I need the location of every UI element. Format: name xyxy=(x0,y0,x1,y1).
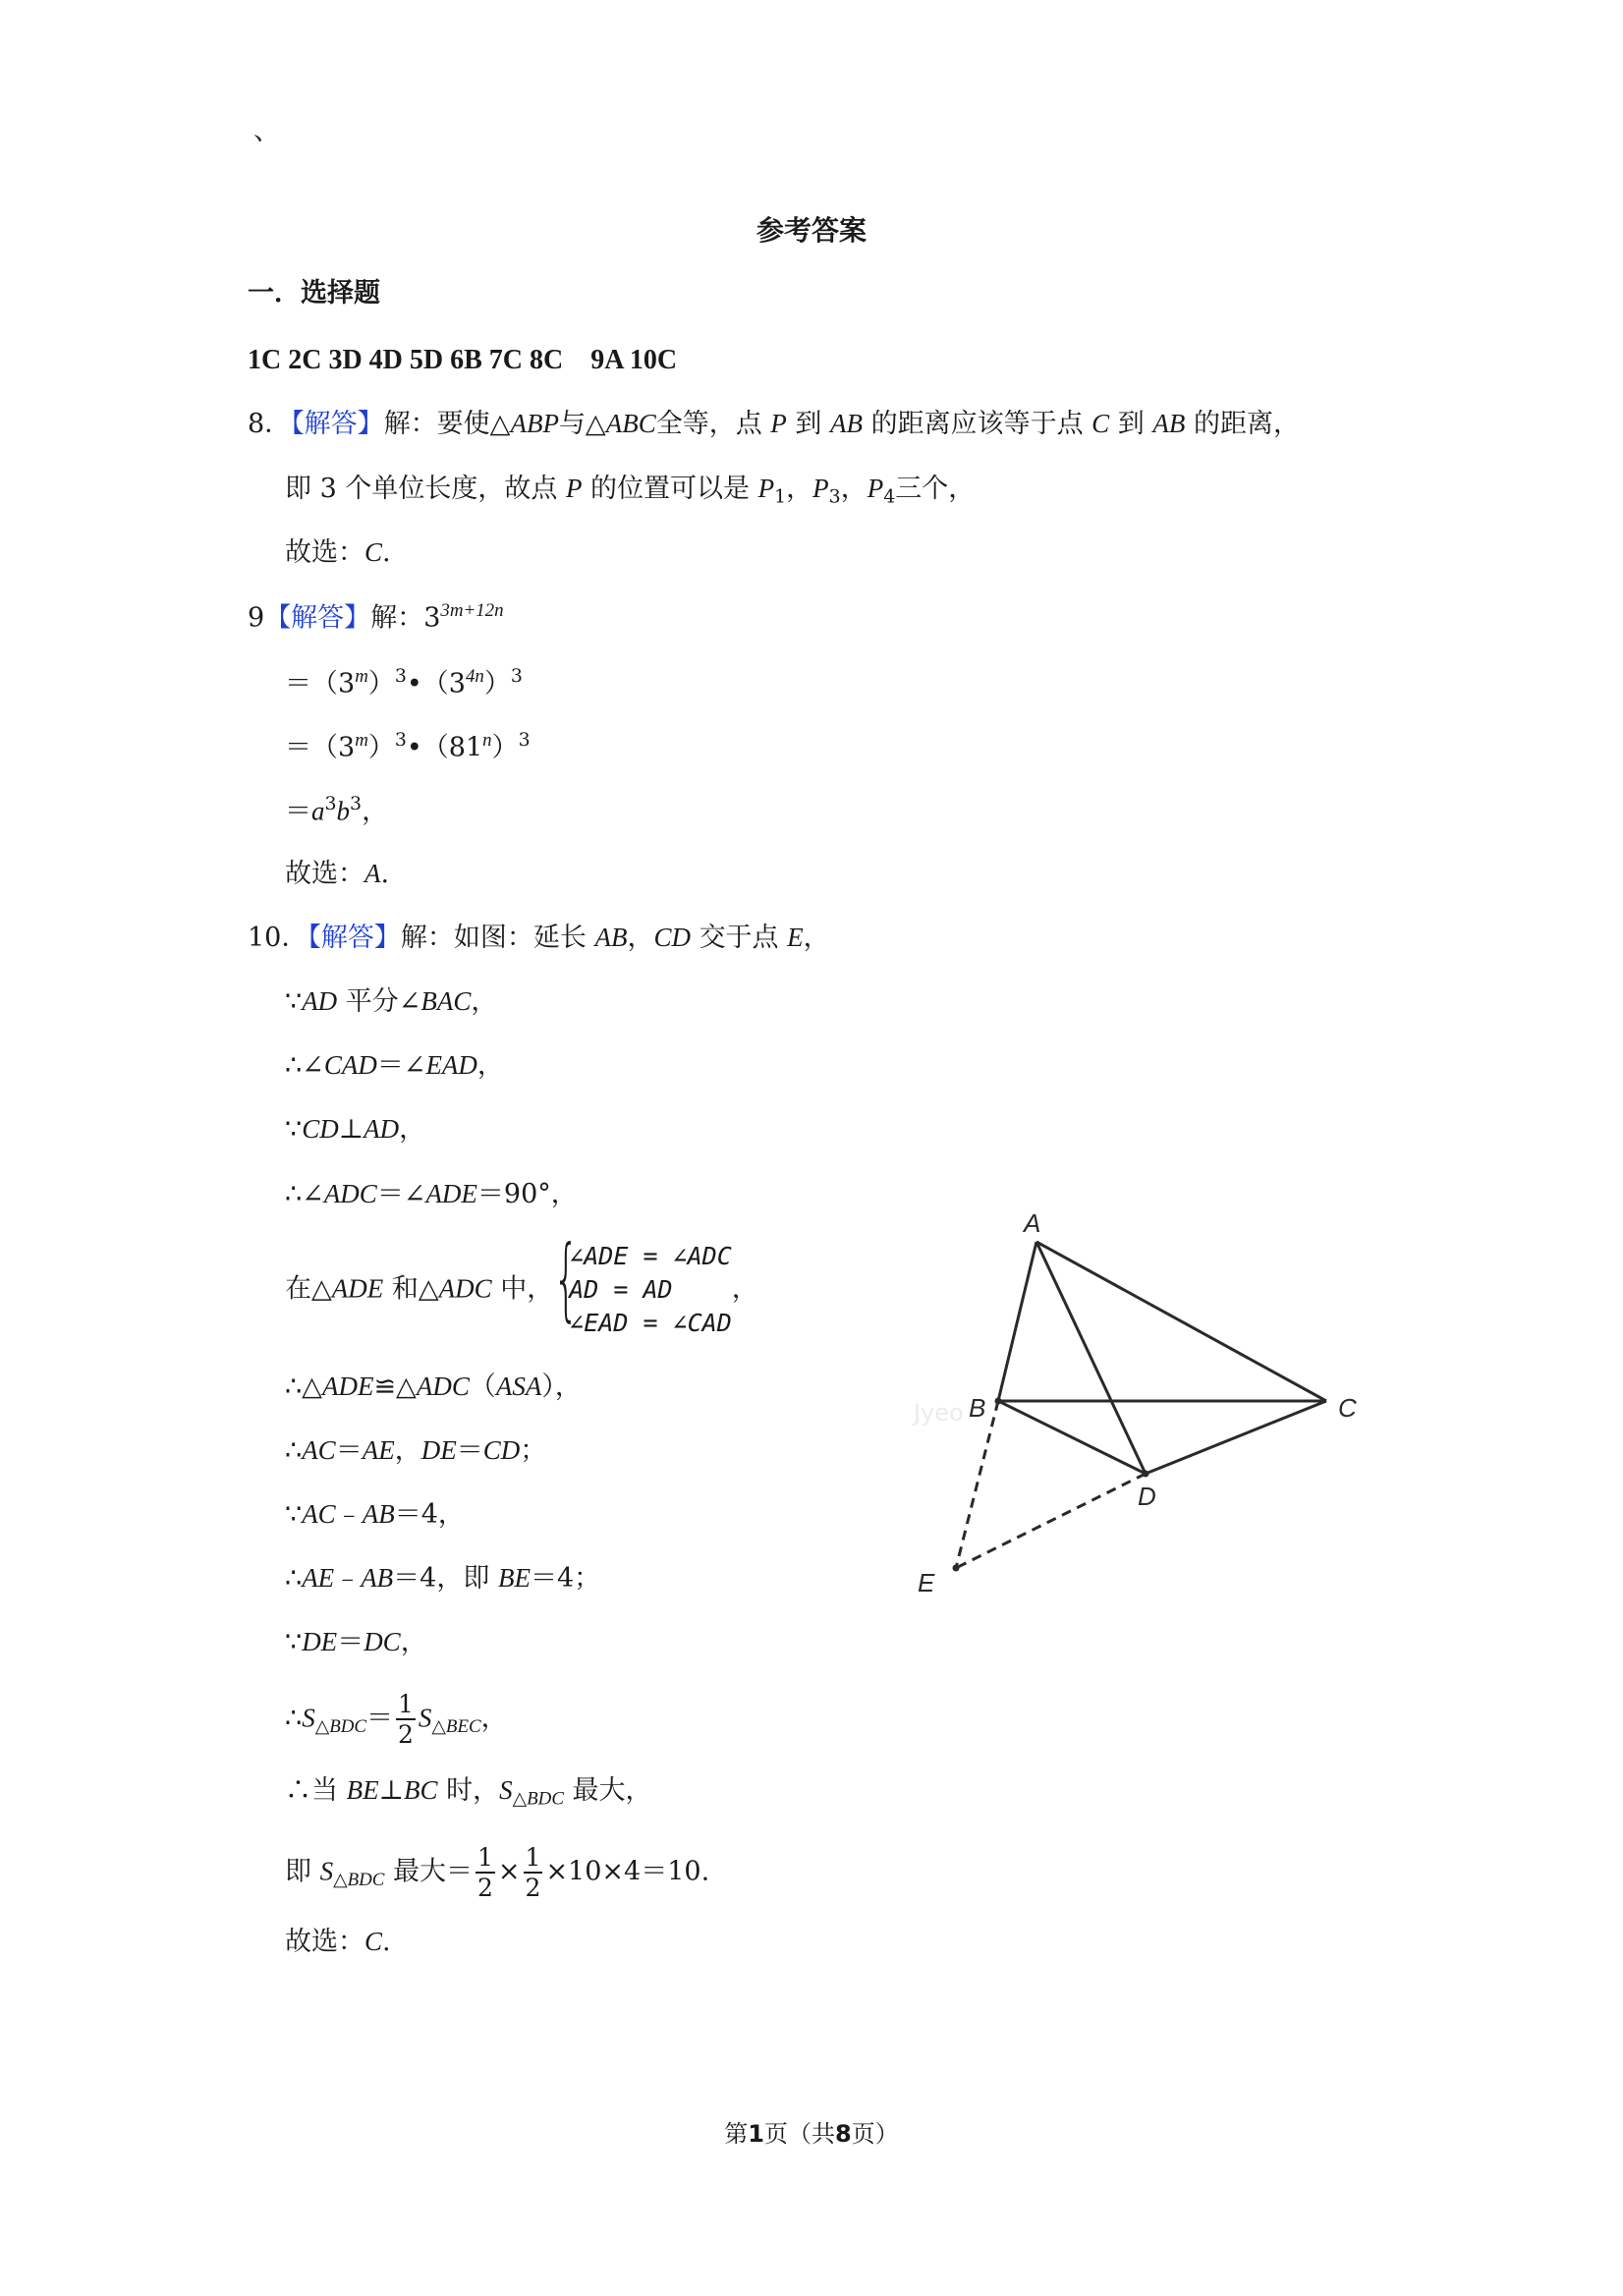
q9-text: ＝（3 xyxy=(285,732,356,763)
q10-text: 故选： xyxy=(285,1927,364,1957)
q8-var: ABC xyxy=(605,409,656,438)
fraction-numerator: 1 xyxy=(525,1843,541,1872)
q10-sub: △BEC xyxy=(431,1716,481,1738)
q10-var: S xyxy=(418,1703,432,1733)
q10-text: ∴△ xyxy=(285,1372,322,1402)
q10-text: 最大＝ xyxy=(393,1856,473,1887)
q9-number: 9 xyxy=(248,602,265,634)
fraction-denominator: 2 xyxy=(525,1874,541,1902)
q10-var: BC xyxy=(404,1775,438,1805)
q10-text: ∴当 xyxy=(285,1775,338,1806)
q8-text: 到 xyxy=(795,409,822,439)
q10-text: ∴∠ xyxy=(285,1179,324,1209)
q10-text: 和△ xyxy=(391,1273,439,1305)
q9-exp: 3 xyxy=(510,665,523,687)
q10-text: ∵ xyxy=(285,1627,303,1657)
q10-sub: △BDC xyxy=(333,1870,385,1891)
q10-step-3 xyxy=(285,1113,425,1146)
q9-var: b xyxy=(336,796,351,826)
q10-text: ∵ xyxy=(285,1499,303,1530)
q8-var: P xyxy=(812,474,829,503)
q10-var: EAD xyxy=(425,1050,477,1080)
q8-line-2 xyxy=(285,473,975,508)
footer-text: 第 xyxy=(724,2120,749,2148)
section-heading: 一．选择题 xyxy=(248,278,380,308)
q10-var: BE xyxy=(497,1563,531,1593)
q9-text: ＝（3 xyxy=(285,668,356,700)
q8-comma: ， xyxy=(840,474,867,504)
q10-step-2 xyxy=(285,1049,504,1082)
q10-var: CD xyxy=(302,1114,339,1144)
point-d xyxy=(1143,1471,1149,1478)
q10-text: 时， xyxy=(446,1775,500,1806)
q8-answer: C xyxy=(364,537,383,567)
q10-var: AB xyxy=(362,1499,395,1529)
q8-var: AB xyxy=(1152,409,1186,438)
q10-tag: 【解答】 xyxy=(308,923,401,953)
q9-text: •（3 xyxy=(406,668,466,700)
fraction-denominator: 2 xyxy=(398,1720,414,1749)
q8-text: 故选： xyxy=(285,537,364,568)
q10-var: BE xyxy=(346,1775,379,1805)
q10-step-9 xyxy=(285,1562,600,1595)
q9-tag: 【解答】 xyxy=(264,602,371,634)
q9-line-3 xyxy=(285,729,531,764)
q10-step-7 xyxy=(285,1434,546,1467)
q9-text: ） xyxy=(367,668,395,700)
q10-text: （ xyxy=(469,1372,496,1402)
q10-var: E xyxy=(787,923,804,952)
q9-exp: 3m+12n xyxy=(440,600,504,621)
q8-text: 的距离应该等于点 xyxy=(870,409,1084,439)
fraction-numerator: 1 xyxy=(398,1690,414,1718)
q8-text: . xyxy=(382,537,391,568)
q10-var: DE xyxy=(302,1627,338,1656)
q10-text: ＝4； xyxy=(530,1563,601,1594)
q8-conclusion xyxy=(285,536,391,569)
q10-text: ＝4， xyxy=(394,1499,465,1530)
q9-text: . xyxy=(380,859,390,889)
q10-text: ＝ xyxy=(337,1627,364,1657)
q10-sub: △BDC xyxy=(512,1788,564,1810)
q10-var: AB xyxy=(594,923,628,952)
q10-step-13 xyxy=(285,1845,709,1900)
label-e: E xyxy=(918,1568,935,1597)
left-brace: { xyxy=(553,1226,580,1331)
q10-var: BAC xyxy=(420,986,472,1016)
q8-text: 与△ xyxy=(558,409,606,439)
q10-text: ≌△ xyxy=(373,1372,417,1402)
q10-text: ∵ xyxy=(285,986,303,1017)
segment-ad xyxy=(1036,1242,1146,1474)
q9-exp: 3 xyxy=(324,793,337,814)
q10-step-8 xyxy=(285,1498,465,1531)
watermark: Jyeo xyxy=(914,1399,964,1427)
q10-text: 平分∠ xyxy=(345,986,421,1017)
q8-var: AB xyxy=(829,409,863,438)
q10-text: ∴ xyxy=(285,1563,303,1594)
q10-var: ADE xyxy=(425,1179,477,1208)
label-a: A xyxy=(1024,1208,1041,1238)
fraction-denominator: 2 xyxy=(477,1874,493,1902)
q10-var: CAD xyxy=(323,1050,377,1080)
q10-conclusion xyxy=(285,1926,391,1958)
q9-exp: 3 xyxy=(394,665,407,687)
q10-var: DE xyxy=(420,1435,457,1465)
q10-text: ， xyxy=(476,1050,504,1081)
q8-var: C xyxy=(1091,409,1110,438)
q10-answer: C xyxy=(364,1927,383,1956)
point-e xyxy=(953,1565,960,1572)
q10-text: . xyxy=(382,1927,391,1957)
q9-text: 解： xyxy=(370,602,424,634)
q9-text: ， xyxy=(362,796,389,827)
q10-text: ＝ xyxy=(456,1435,483,1466)
page-title: 参考答案 xyxy=(756,214,867,247)
q9-text: ） xyxy=(367,732,395,763)
q8-text: 解：要使△ xyxy=(383,409,511,439)
label-d: D xyxy=(1138,1482,1156,1511)
q10-text: ∴ xyxy=(285,1703,303,1734)
q9-text: ） xyxy=(483,668,511,700)
q10-var: DC xyxy=(364,1627,401,1656)
q9-text: 故选： xyxy=(285,859,364,889)
q10-step-12 xyxy=(285,1774,652,1811)
q8-text: 的距离， xyxy=(1193,409,1300,439)
q10-var: AD xyxy=(302,986,338,1016)
q8-line-1 xyxy=(248,408,1300,440)
segment-de-dashed xyxy=(956,1474,1146,1568)
q10-text: ＝ xyxy=(335,1435,363,1466)
system-row: ∠ADE = ∠ADC xyxy=(569,1242,732,1270)
q10-text: ﹣ xyxy=(334,1563,362,1594)
q10-text: × xyxy=(497,1856,521,1887)
segment-bd xyxy=(998,1401,1146,1474)
q9-line-4 xyxy=(285,793,388,828)
segment-cd xyxy=(1146,1401,1326,1474)
q10-step-4 xyxy=(285,1178,578,1210)
q10-var: ASA xyxy=(495,1372,542,1401)
q8-text: 三个， xyxy=(895,474,976,504)
answer-key: 1C 2C 3D 4D 5D 6B 7C 8C 9A 10C xyxy=(248,345,678,375)
q10-text: ﹣ xyxy=(335,1499,363,1530)
q10-var: ADE xyxy=(321,1372,374,1401)
q8-var: P xyxy=(770,409,787,438)
q9-exp: m xyxy=(355,730,368,751)
q10-var: AE xyxy=(302,1563,335,1593)
q10-var: AE xyxy=(362,1435,395,1465)
q8-var: P xyxy=(565,474,583,503)
q10-var: S xyxy=(499,1775,513,1805)
q10-text: ， xyxy=(480,1703,508,1734)
q9-text: ＝ xyxy=(285,796,311,827)
q9-exp: n xyxy=(482,730,492,751)
q9-exp: 3 xyxy=(394,729,407,751)
q8-sub: 1 xyxy=(774,485,787,508)
q10-sub: △BDC xyxy=(314,1716,366,1738)
q10-var: ADC xyxy=(416,1372,470,1401)
point-b xyxy=(995,1398,1002,1405)
q10-step-10 xyxy=(285,1626,427,1658)
q9-text: •（81 xyxy=(406,732,483,763)
geometry-figure xyxy=(884,1199,1395,1611)
q9-text: ） xyxy=(491,732,519,763)
q10-text: ， xyxy=(399,1114,426,1145)
q8-number: 8． xyxy=(248,409,292,439)
q10-var: ADC xyxy=(323,1179,377,1208)
q10-var: ADC xyxy=(438,1273,492,1304)
q10-text: 中， xyxy=(500,1273,554,1305)
q10-var: CD xyxy=(653,923,691,952)
q10-text: ∵ xyxy=(285,1114,303,1145)
q8-text: 到 xyxy=(1117,409,1145,439)
q10-text: ＝∠ xyxy=(376,1050,426,1081)
q8-text: 全等，点 xyxy=(655,409,762,439)
q8-comma: ， xyxy=(786,474,813,504)
q10-var: CD xyxy=(482,1435,521,1465)
q10-text: ⊥ xyxy=(378,1775,404,1806)
fraction-half xyxy=(396,1692,416,1747)
q10-text: ， xyxy=(471,986,498,1017)
q10-text: ⊥ xyxy=(338,1114,364,1145)
q10-text: ， xyxy=(400,1627,427,1657)
q10-var: AD xyxy=(364,1114,400,1144)
q9-conclusion xyxy=(285,858,389,890)
segment-ac xyxy=(1036,1242,1326,1401)
q10-text: ）， xyxy=(541,1372,582,1402)
q10-text: 即 xyxy=(285,1856,311,1887)
q9-var: a xyxy=(311,796,325,826)
q10-text: 解：如图：延长 xyxy=(400,923,587,953)
system-row: AD = AD xyxy=(569,1275,673,1304)
q8-var: P xyxy=(867,474,884,503)
q10-text: ∴∠ xyxy=(285,1050,324,1081)
equation-system xyxy=(553,1226,732,1340)
q8-var: P xyxy=(757,474,775,503)
top-mark: 、 xyxy=(253,116,280,146)
page-total: 8 xyxy=(835,2120,852,2148)
label-b: B xyxy=(969,1393,986,1423)
q10-text: ×10×4＝10. xyxy=(545,1856,710,1887)
q10-text: ＝∠ xyxy=(376,1179,426,1209)
q9-exp: 4n xyxy=(465,666,484,687)
fraction-half xyxy=(476,1845,495,1900)
q10-var: AB xyxy=(361,1563,394,1593)
q10-text: ＝90°， xyxy=(476,1179,578,1209)
q10-var: AC xyxy=(302,1499,336,1529)
page-number: 1 xyxy=(748,2120,764,2148)
q10-text: 最大， xyxy=(572,1775,652,1806)
q9-exp: m xyxy=(355,666,368,687)
fraction-numerator: 1 xyxy=(477,1843,493,1872)
q10-text: 交于点 xyxy=(699,923,779,953)
q10-text: ， xyxy=(731,1273,758,1305)
q10-text: ＝ xyxy=(366,1703,393,1734)
q10-var: AC xyxy=(302,1435,336,1465)
q10-step-11 xyxy=(285,1692,508,1747)
q10-step-1 xyxy=(285,985,497,1018)
q10-number: 10． xyxy=(248,923,308,953)
system-row: ∠EAD = ∠CAD xyxy=(569,1309,732,1337)
q8-var: ABP xyxy=(510,409,559,438)
q8-sub: 3 xyxy=(828,485,841,508)
q8-tag: 【解答】 xyxy=(291,409,384,439)
q9-answer: A xyxy=(364,859,381,888)
q10-intro xyxy=(248,922,830,954)
q10-text: ； xyxy=(520,1435,547,1466)
footer-text: 页（共 xyxy=(764,2120,835,2148)
q8-text: 即 3 个单位长度，故点 xyxy=(285,474,558,504)
q8-sub: 4 xyxy=(883,485,896,508)
q9-base: 3 xyxy=(423,602,441,634)
q10-var: ADE xyxy=(331,1273,384,1304)
segment-ab xyxy=(998,1242,1036,1401)
q10-var: S xyxy=(302,1703,315,1733)
q8-text: 的位置可以是 xyxy=(590,474,751,504)
q10-var: S xyxy=(319,1856,334,1886)
fraction-half xyxy=(524,1845,543,1900)
footer-text: 页） xyxy=(851,2120,899,2148)
page-footer xyxy=(0,2120,1623,2149)
q9-exp: 3 xyxy=(518,729,531,751)
q10-step-5 xyxy=(285,1226,758,1340)
q10-step-6 xyxy=(285,1371,582,1403)
q9-line-1 xyxy=(248,600,504,635)
q10-text: ， xyxy=(627,923,654,953)
q10-text: ， xyxy=(803,923,830,953)
q9-line-2 xyxy=(285,665,523,700)
q9-exp: 3 xyxy=(350,793,363,814)
q10-text: ＝4，即 xyxy=(393,1563,490,1594)
q10-text: 在△ xyxy=(285,1273,332,1305)
q10-text: ∴ xyxy=(285,1435,303,1466)
label-c: C xyxy=(1338,1393,1357,1423)
q10-text: ， xyxy=(394,1435,421,1466)
